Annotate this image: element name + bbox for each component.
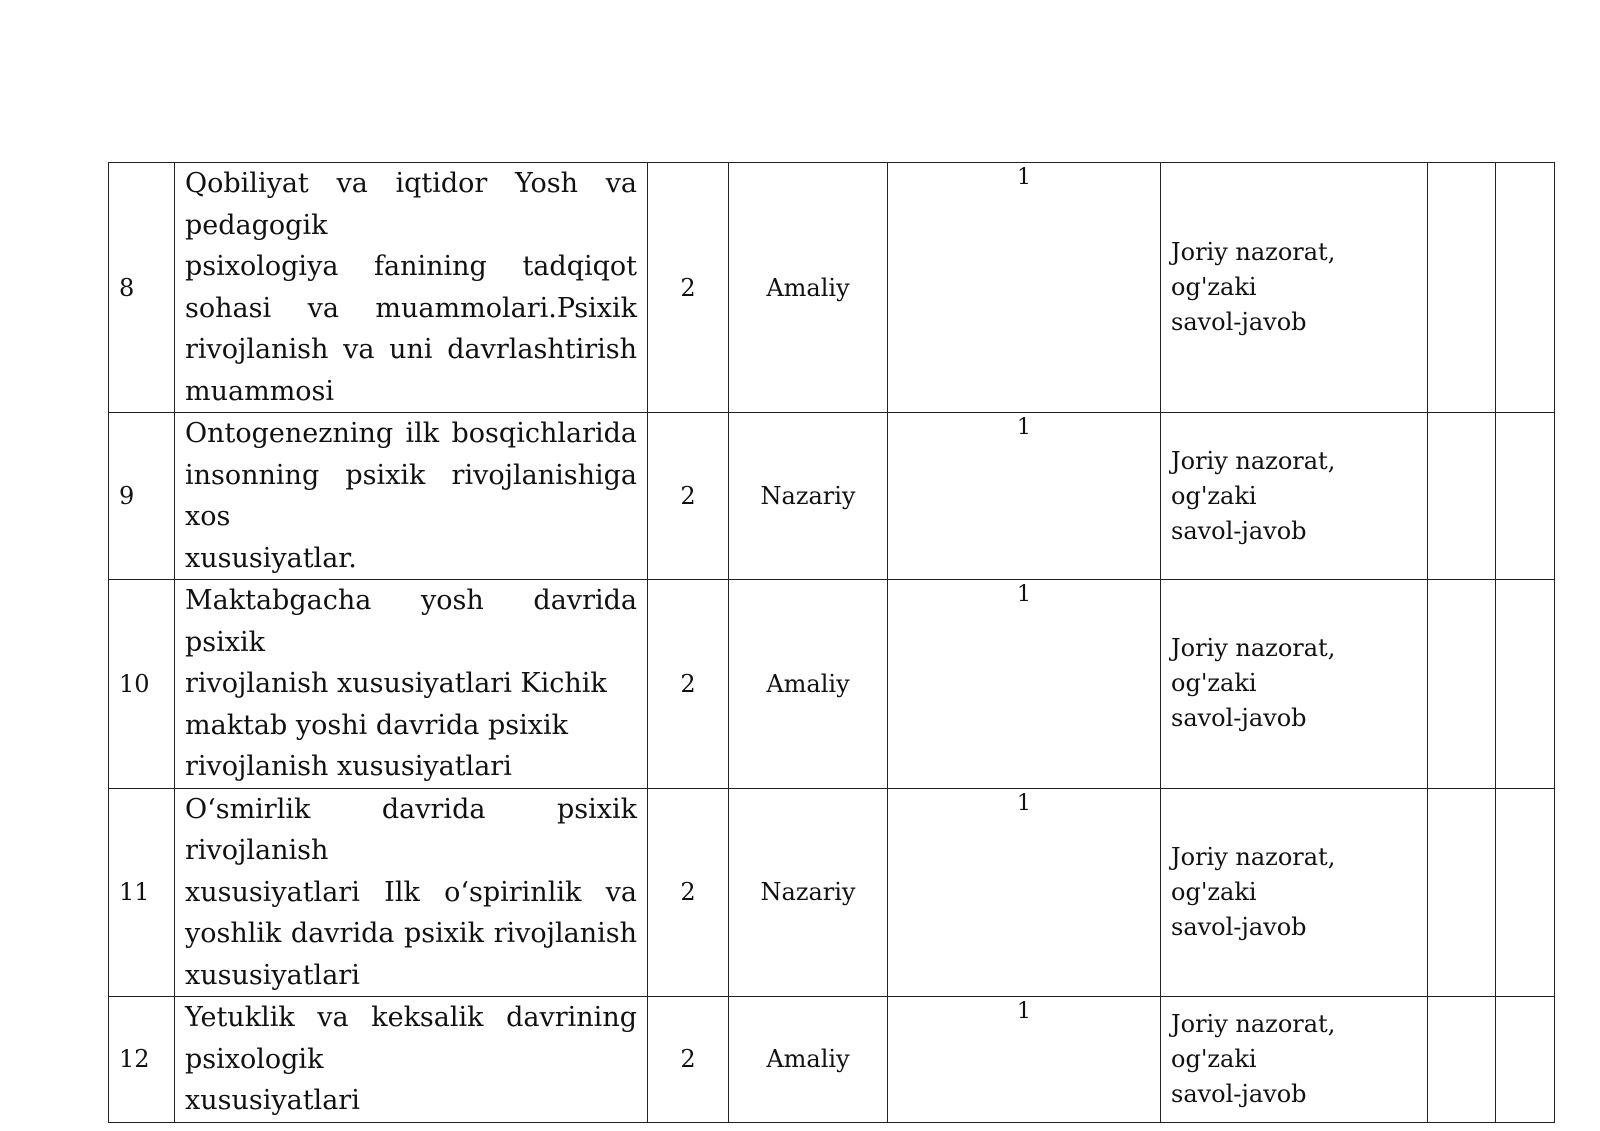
week-cell: 1 [888,413,1161,580]
empty-cell [1428,788,1496,997]
row-number: 9 [109,413,175,580]
topic-line: O‘smirlik davrida psixik rivojlanish [185,793,637,866]
control-line: Joriy nazorat, og'zaki [1171,842,1336,906]
empty-cell [1496,580,1555,789]
lesson-type-cell: Amaliy [729,163,888,413]
control-line: Joriy nazorat, og'zaki [1171,634,1336,698]
topic-line: xususiyatlari [185,959,360,991]
row-number: 11 [109,788,175,997]
topic-cell [175,788,648,997]
lesson-type-cell: Amaliy [729,997,888,1123]
week-cell: 1 [888,580,1161,789]
control-form-cell [1161,580,1428,789]
syllabus-table [108,162,1555,1123]
empty-cell [1428,580,1496,789]
week-cell: 1 [888,163,1161,413]
table-row [109,788,1555,997]
empty-cell [1428,413,1496,580]
hours-cell: 2 [648,580,729,789]
control-form-cell [1161,997,1428,1123]
lesson-type-cell: Nazariy [729,413,888,580]
topic-line: rivojlanish va uni davrlashtirish [185,334,637,365]
topic-line: sohasi va muammolari.Psixik [185,292,637,324]
topic-line: Yetuklik va keksalik davrining [185,1002,637,1033]
topic-line: muammosi [185,375,335,407]
topic-line: insonning psixik rivojlanishiga xos [185,459,637,532]
control-line: savol-javob [1171,516,1307,545]
lesson-type-cell: Nazariy [729,788,888,997]
table-row [109,997,1555,1123]
topic-cell [175,163,648,413]
topic-line: xususiyatlari [185,1085,360,1116]
control-form-cell [1161,788,1428,997]
control-form-cell [1161,163,1428,413]
lesson-type-cell: Amaliy [729,580,888,789]
hours-cell: 2 [648,413,729,580]
hours-cell: 2 [648,997,729,1123]
empty-cell [1496,788,1555,997]
row-number: 10 [109,580,175,789]
control-line: savol-javob [1171,912,1307,941]
topic-line: Maktabgacha yosh davrida psixik [185,585,637,658]
topic-line: rivojlanish xususiyatlari [185,751,512,782]
empty-cell [1496,997,1555,1123]
hours-cell: 2 [648,788,729,997]
hours-cell: 2 [648,163,729,413]
topic-line: psixologik [185,1043,324,1075]
topic-line: maktab yoshi davrida psixik [185,709,568,741]
control-line: Joriy nazorat, og'zaki [1171,238,1336,301]
table-row [109,163,1555,413]
empty-cell [1496,413,1555,580]
topic-line: xususiyatlari Ilk o‘spirinlik va [185,876,637,908]
topic-cell [175,413,648,580]
empty-cell [1428,997,1496,1123]
control-line: savol-javob [1171,1079,1307,1108]
topic-line: xususiyatlar. [185,542,357,574]
topic-line: Qobiliyat va iqtidor Yosh va [185,168,637,199]
week-cell: 1 [888,788,1161,997]
topic-cell [175,997,648,1123]
row-number: 12 [109,997,175,1123]
empty-cell [1496,163,1555,413]
week-cell: 1 [888,997,1161,1123]
row-number: 8 [109,163,175,413]
control-form-cell [1161,413,1428,580]
topic-line: Ontogenezning ilk bosqichlarida [185,418,637,449]
control-line: Joriy nazorat, og'zaki [1171,1009,1336,1073]
control-line: Joriy nazorat, og'zaki [1171,446,1336,510]
topic-line: yoshlik davrida psixik rivojlanish [185,918,637,949]
topic-line: psixologiya fanining tadqiqot [185,251,637,282]
topic-line: rivojlanish xususiyatlari Kichik [185,668,607,699]
empty-cell [1428,163,1496,413]
control-line: savol-javob [1171,704,1307,733]
topic-line: pedagogik [185,209,328,241]
table-row [109,413,1555,580]
control-line: savol-javob [1171,308,1307,336]
topic-cell [175,580,648,789]
table-row [109,580,1555,789]
